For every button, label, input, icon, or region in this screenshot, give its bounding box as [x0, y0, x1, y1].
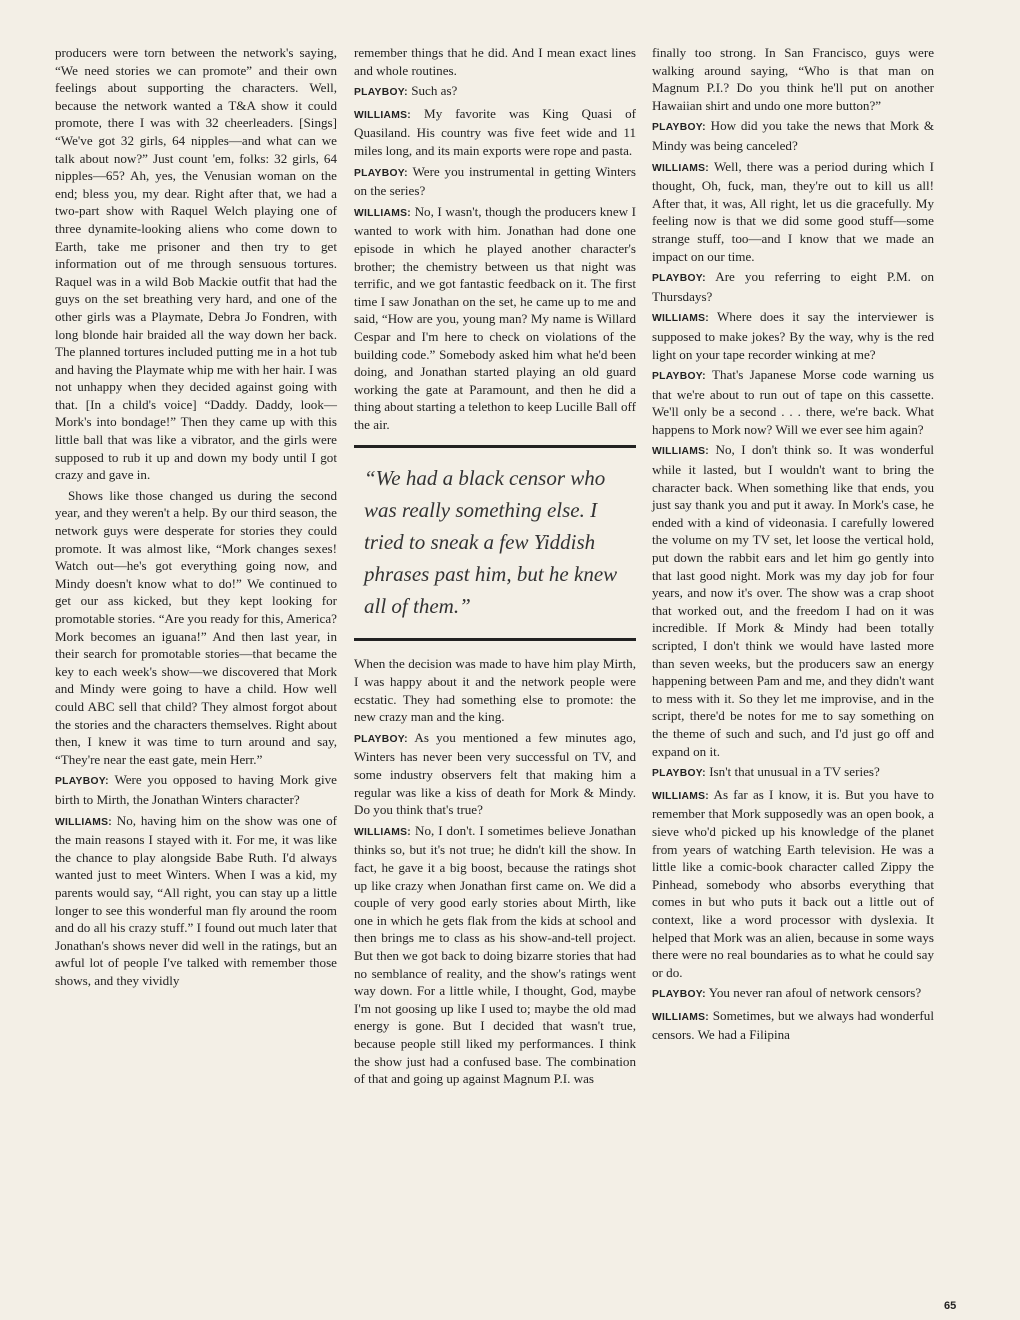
paragraph-text: My favorite was King Quasi of Quasiland. His country was five feet wide and 11 miles long, and its main exports were rope and pasta. [354, 105, 636, 158]
paragraph-text: Sometimes, but we always had wonderful censors. We had a Filipina [652, 1007, 934, 1043]
paragraph-text: No, I don't think so. It was wonderful while it lasted, but I wouldn't want to bring the character back. When something like that ends, you just say thank you and put it away. In Mork's case, he ended with a kind of videonasia. I carefully lowered the volume on my TV set, let loose the vertical hold, put down the rabbit ears and let him go gently into that last good night. Mork was my day job for four years, and now it's over. The show was a crap shoot that worked out, and the freedom I had on it was incredible. If Mork & Mindy had been totally scripted, I don't think we would have lasted more than seven weeks, but the producers saw an energy happening between Pam and me, and they didn't want to mess with it. So they let me improvise, and in the script, there'd be notes for me to say something on the theme of such and such, and I'd just go off and expand on it. [652, 442, 934, 759]
speaker-label: PLAYBOY: [354, 87, 408, 99]
paragraph [652, 308, 934, 363]
speaker-label: WILLIAMS: [354, 826, 412, 838]
paragraph [55, 487, 337, 769]
paragraph [354, 729, 636, 819]
paragraph-text: No, I wasn't, though the producers knew I wanted to work with him. Jonathan had done one episode in which he played another character's brother; the chemistry between us that night was terrific, and we got fantastic feedback on it. The first time I saw Jonathan on the set, he came up to me and said, “How are you, young man? My name is Willard Cespar and I'm here to check on violations of the building code.” Somebody asked him what he'd been doing, and Jonathan started playing an old guard working the gate at Paramount, and then he did a thing about starting a telethon to keep Lucille Ball off the air. [354, 203, 636, 432]
paragraph [354, 655, 636, 725]
speaker-label: PLAYBOY: [652, 989, 706, 1001]
speaker-label: WILLIAMS: [652, 1011, 710, 1023]
speaker-label: WILLIAMS: [55, 816, 113, 828]
paragraph [354, 163, 636, 200]
paragraph-text: Well, there was a period during which I thought, Oh, fuck, man, they're out to kill us all! After that, it was, All right, let us die gracefully. My feeling now is that we did some good stuff—some strange stuff, too—and I know that we made an impact on our time. [652, 158, 934, 264]
paragraph [55, 771, 337, 808]
speaker-label: WILLIAMS: [652, 162, 710, 174]
column-3 [652, 44, 934, 1047]
column-1 [55, 44, 337, 992]
paragraph [652, 786, 934, 982]
paragraph [652, 268, 934, 305]
paragraph [652, 441, 934, 760]
paragraph-text: Where does it say the interviewer is supposed to make jokes? By the way, why is the red light on your tape recorder winking at me? [652, 309, 935, 362]
paragraph-text: As far as I know, it is. But you have to remember that Mork supposedly was an open book, a sieve who'd picked up his knowledge of the planet from years of watching Earth television. He was a little like a comic-book character called Zippy the Pinhead, somebody who absorbs everything that comes in but who puts it back out a little out of context, like a word processor with dyslexia. It helped that Mork was an alien, because in some ways there were no real boundaries as to what he could say or do. [652, 786, 934, 980]
paragraph-text: No, I don't. I sometimes believe Jonathan thinks so, but it's not true; he didn't kill the show. In fact, he gave it a big boost, because the ratings shot up like crazy when Jonathan first came on. We did a couple of very good early stories about Mirth, like one in which he gets flak from the kids at school and then brings me to class as his show-and-tell project. But then we got back to doing bizarre stories that had no semblance of reality, and the show's ratings went way down. For a little while, I thought, God, maybe I'm not goosing up like I used to; maybe the old mad energy is gone. But I decided that wasn't true, because people still liked my performances. I think the show just had a confused base. The combination of that and going up against Magnum P.I. was [354, 822, 637, 1087]
paragraph-text: As you mentioned a few minutes ago, Winters has never been very successful on TV, and some industry observers felt that making him a regular was like a kiss of death for Mork & Mindy. Do you think that's true? [354, 729, 636, 818]
paragraph-text: Were you opposed to having Mork give birth to Mirth, the Jonathan Winters character? [55, 772, 337, 807]
page-number: 65 [944, 1300, 957, 1312]
pull-quote: “We had a black censor who was really something else. I tried to sneak a few Yiddish phrases past him, but he knew all of them.” [354, 445, 636, 641]
speaker-label: PLAYBOY: [354, 167, 408, 179]
paragraph-text: producers were torn between the network's saying, “We need stories we can promote” and their own feelings about supporting the characters. Well, because the network wanted a T&A show it could promote, there I was with 32 cheerleaders. [Sings] “We've got 32 girls, 64 nipples—and what can we talk about now?” Just count 'em, folks: 32 girls, 64 nipples—65? Ah, yes, the Venusian woman on the end; bless you, my dear. Right after that, we had a two-part show with Raquel Welch playing one of three dynamite-looking aliens who come down to Earth, take me prisoner and then try to get information out of me through sensuous tortures. Raquel was in a wild Bob Mackie outfit that had the guys on the set breathing very hard, and one of the other girls was a Playmate, Debra Jo Fondren, with long blonde hair braided all the way down her back. The planned tortures included putting me in a hot tub and having the Playmate whip me with her hair. I was not unhappy when they decided against going with that. [In a child's voice] “Daddy. Daddy, look—Mork's into bondage!” Then they came up with this little ball that was like a vibrator, and the girls were supposed to rub it up and down my body until I got crazy and gave in. [55, 45, 337, 483]
paragraph [652, 117, 934, 154]
speaker-label: PLAYBOY: [55, 776, 109, 788]
speaker-label: PLAYBOY: [354, 733, 408, 745]
paragraph-text: You never ran afoul of network censors? [708, 985, 922, 1001]
paragraph-text: Isn't that unusual in a TV series? [709, 764, 880, 780]
speaker-label: WILLIAMS: [652, 446, 710, 458]
column-2 [354, 44, 636, 1091]
paragraph-text: How did you take the news that Mork & Mindy was being canceled? [652, 118, 934, 153]
paragraph [354, 105, 636, 160]
paragraph-text: Were you instrumental in getting Winters on the series? [354, 163, 636, 199]
speaker-label: PLAYBOY: [652, 371, 706, 383]
speaker-label: PLAYBOY: [652, 768, 706, 780]
paragraph [55, 44, 337, 484]
speaker-label: WILLIAMS: [354, 207, 412, 219]
paragraph-text: Such as? [411, 83, 458, 99]
paragraph-text: That's Japanese Morse code warning us that we're about to run out of tape on this cassette. We'll only be a second . . . there, we're back. What happens to Mork now? Will we ever see him again? [652, 367, 934, 437]
paragraph-text: remember things that he did. And I mean exact lines and whole routines. [354, 45, 636, 78]
speaker-label: WILLIAMS: [354, 109, 412, 121]
speaker-label: PLAYBOY: [652, 122, 706, 134]
column-2-bottom-text [354, 655, 636, 1087]
paragraph [652, 763, 934, 783]
paragraph-text: Shows like those changed us during the second year, and they weren't a help. By our third season, the network guys were desperate for stories they could promote. It was almost like, “Mork changes sexes! Watch out—he's got everything going now, and Mindy doesn't know what to do!” We continued to get our ass kicked, but they kept looking for promotable stories. “Are you ready for this, America? Mork becomes an iguana!” And then last year, in their search for promotable stories—that became the key to each week's show—we discovered that Mork and Mindy were going to have a child. How well could ABC sell that child? They almost forgot about the stories and the characters themselves. Right about then, I knew it was time to turn around and say, “They're near the east gate, mein Herr.” [55, 487, 337, 767]
paragraph [354, 203, 636, 434]
paragraph [354, 82, 636, 102]
paragraph-text: No, having him on the show was one of the main reasons I stayed with it. For me, it was like the chance to play alongside Babe Ruth. I'd always wanted just to meet Winters. When I was a kid, my parents would say, “All right, you can stay up a little longer to see this wonderful man fly around the room and do all his crazy stuff.” I found out much later that Jonathan's shows never did well in the ratings, but an awful lot of people I've talked with remember those shows, and they vividly [55, 812, 337, 988]
paragraph [652, 44, 934, 114]
paragraph [55, 812, 337, 990]
paragraph-text: When the decision was made to have him play Mirth, I was happy about it and the network people were ecstatic. They had something else to promote: the new crazy man and the king. [354, 656, 636, 725]
paragraph [652, 158, 934, 266]
speaker-label: PLAYBOY: [652, 273, 706, 285]
paragraph [652, 1007, 934, 1044]
speaker-label: WILLIAMS: [652, 313, 710, 325]
speaker-label: WILLIAMS: [652, 790, 710, 802]
paragraph [652, 366, 934, 438]
paragraph [652, 984, 934, 1004]
column-2-top-text [354, 44, 636, 433]
paragraph [354, 822, 636, 1088]
paragraph [354, 44, 636, 79]
paragraph-text: finally too strong. In San Francisco, guys were walking around saying, “Who is that man on Magnum P.I.? Do you think he'll put on another Hawaiian shirt and undo one more button?” [652, 45, 934, 113]
paragraph-text: Are you referring to eight P.M. on Thursdays? [652, 269, 934, 304]
